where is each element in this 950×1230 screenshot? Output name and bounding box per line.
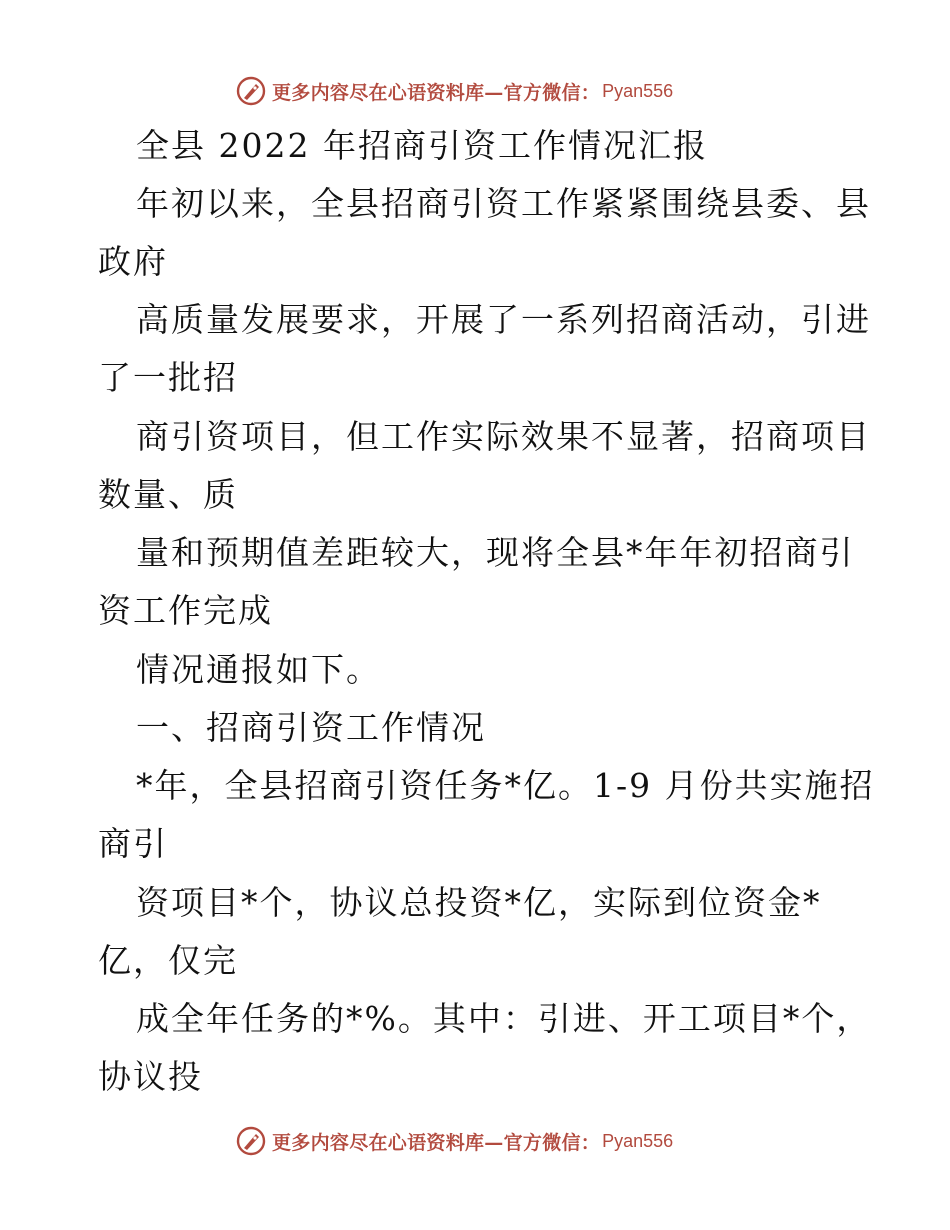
pen-nib-logo-icon (236, 1126, 266, 1156)
header-banner (236, 74, 673, 108)
paragraph-line: 政府 (98, 242, 168, 281)
paragraph-line: 高质量发展要求，开展了一系列招商活动，引进 (136, 300, 871, 339)
paragraph-line: 协议投 (98, 1057, 203, 1096)
paragraph-line: 亿，仅完 (98, 941, 238, 980)
banner-text: 更多内容尽在心语资料库—官方微信： (272, 1131, 601, 1154)
paragraph-line: 资工作完成 (98, 591, 273, 630)
wechat-id: Pyan556 (602, 1130, 674, 1151)
paragraph-line: 年初以来，全县招商引资工作紧紧围绕县委、县 (136, 184, 871, 223)
paragraph-line: *年，全县招商引资任务*亿。1-9 月份共实施招 (136, 766, 875, 805)
section-heading: 一、招商引资工作情况 (136, 708, 486, 747)
paragraph-line: 商引资项目，但工作实际效果不显著，招商项目 (136, 417, 871, 456)
paragraph-line: 资项目*个，协议总投资*亿，实际到位资金* (136, 883, 822, 922)
banner-text: 更多内容尽在心语资料库—官方微信： (272, 81, 601, 104)
document-title: 全县 2022 年招商引资工作情况汇报 (136, 126, 708, 165)
paragraph-line: 数量、质 (98, 475, 238, 514)
paragraph-line: 量和预期值差距较大，现将全县*年年初招商引 (136, 533, 855, 572)
paragraph-line: 成全年任务的*%。其中：引进、开工项目*个， (136, 999, 872, 1038)
wechat-id: Pyan556 (602, 80, 674, 101)
paragraph-line: 了一批招 (98, 358, 238, 397)
pen-nib-logo-icon (236, 76, 266, 106)
paragraph-line: 商引 (98, 824, 168, 863)
paragraph-line: 情况通报如下。 (136, 650, 381, 689)
footer-banner (236, 1124, 673, 1158)
